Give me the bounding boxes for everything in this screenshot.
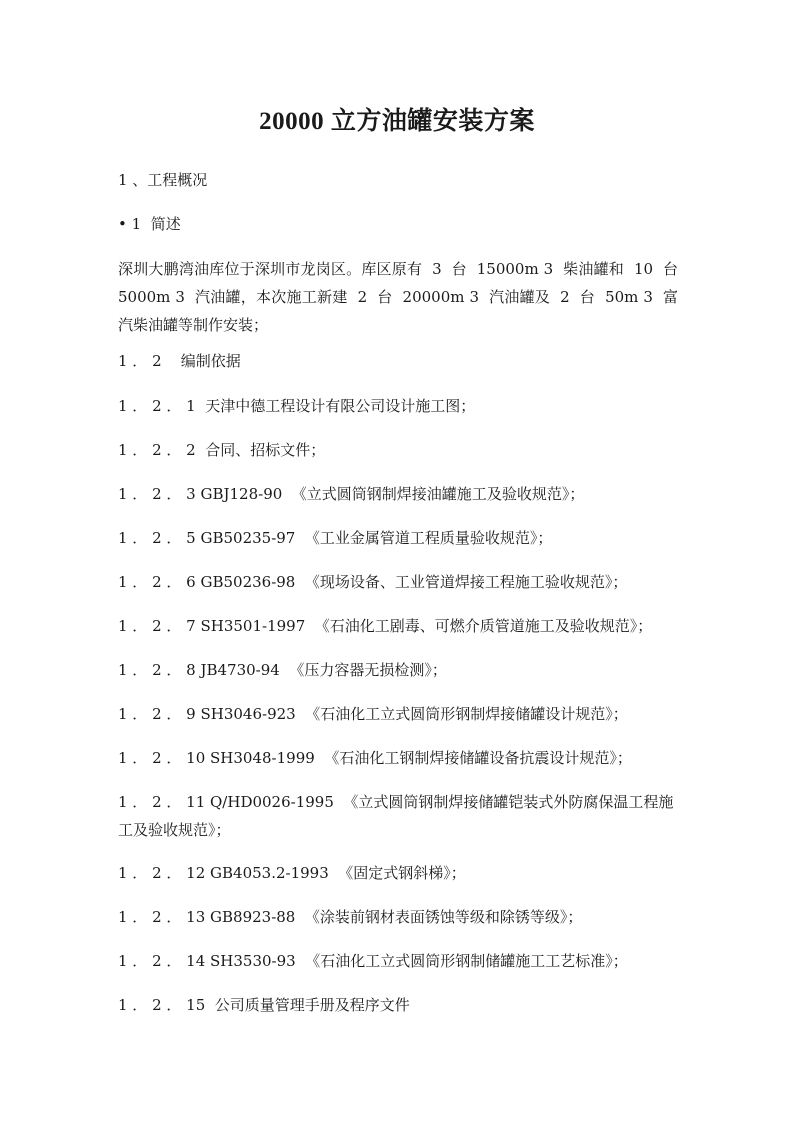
basis-item: 1 ． 2 ． 14 SH3530-93 《石油化工立式圆筒形钢制储罐施工工艺标准》； xyxy=(118,952,628,970)
section-heading: 1 、工程概况 xyxy=(118,171,208,189)
overview-paragraph: 深圳大鹏湾油库位于深圳市龙岗区。库区原有 3 台 15000m 3 柴油罐和 10 台 5000m 3 汽油罐，本次施工新建 2 台 20000m 3 汽油罐及 2 台 50m 3 富汽柴油罐等制作安装； xyxy=(118,260,688,334)
basis-item: 1 ． 2 ． 10 SH3048-1999 《石油化工钢制焊接储罐设备抗震设计规范》； xyxy=(118,749,632,767)
basis-item: 1 ． 2 ． 11 Q/HD0026-1995 《立式圆筒钢制焊接储罐铠装式外防腐保温工程施工及验收规范》； xyxy=(118,793,674,839)
subsection-basis-heading: 1 ． 2 编制依据 xyxy=(118,352,241,370)
basis-item: 1 ． 2 ． 9 SH3046-923 《石油化工立式圆筒形钢制焊接储罐设计规范》； xyxy=(118,705,628,723)
basis-item: 1 ． 2 ． 5 GB50235-97 《工业金属管道工程质量验收规范》； xyxy=(118,529,553,547)
basis-item: 1 ． 2 ． 7 SH3501-1997 《石油化工剧毒、可燃介质管道施工及验收规范》； xyxy=(118,617,653,635)
basis-item: 1 ． 2 ． 3 GBJ128-90 《立式圆筒钢制焊接油罐施工及验收规范》； xyxy=(118,485,585,503)
basis-item: 1 ． 2 ． 1 天津中德工程设计有限公司设计施工图； xyxy=(118,397,476,415)
basis-item: 1 ． 2 ． 2 合同、招标文件； xyxy=(118,441,326,459)
basis-item: 1 ． 2 ． 15 公司质量管理手册及程序文件 xyxy=(118,996,410,1014)
basis-item: 1 ． 2 ． 8 JB4730-94 《压力容器无损检测》； xyxy=(118,661,447,679)
basis-item: 1 ． 2 ． 13 GB8923-88 《涂装前钢材表面锈蚀等级和除锈等级》； xyxy=(118,908,583,926)
basis-item: 1 ． 2 ． 6 GB50236-98 《现场设备、工业管道焊接工程施工验收规范》； xyxy=(118,573,628,591)
basis-item: 1 ． 2 ． 12 GB4053.2-1993 《固定式钢斜梯》； xyxy=(118,864,466,882)
subsection-overview-heading: • 1 简述 xyxy=(118,215,181,233)
document-title: 20000 立方油罐安装方案 xyxy=(259,108,535,135)
